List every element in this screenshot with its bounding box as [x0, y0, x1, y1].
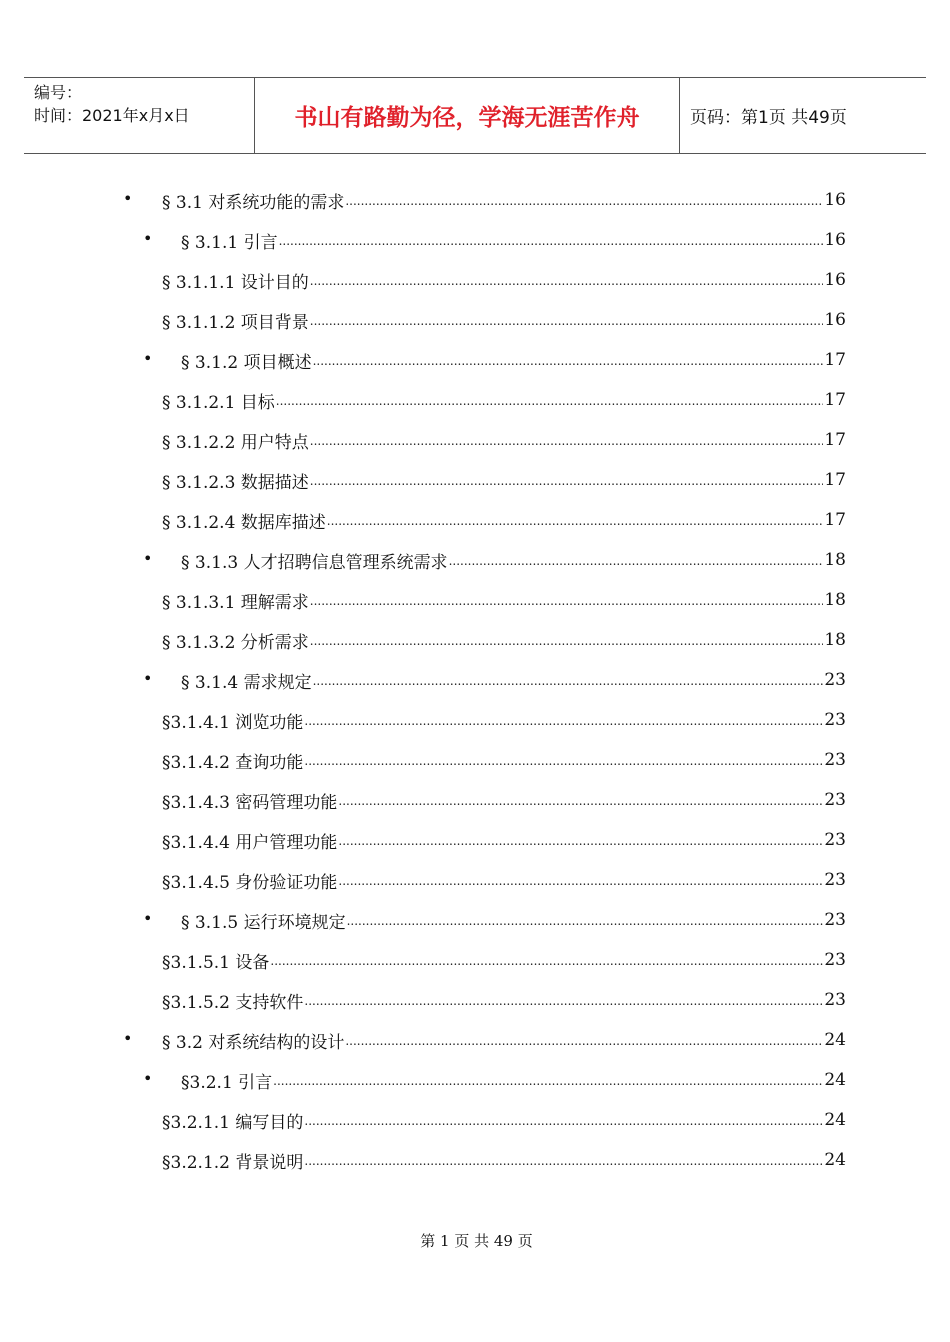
- toc-entry-title: § 3.1.1.1 设计目的: [162, 272, 309, 293]
- toc-entry[interactable]: [162, 300, 846, 340]
- toc-entry-title: § 3.1.3.1 理解需求: [162, 592, 309, 613]
- document-time-label: 时间：2021年x月x日: [34, 106, 190, 125]
- toc-dot-leader: [310, 270, 824, 290]
- toc-dot-leader: [313, 670, 824, 690]
- toc-entry[interactable]: [162, 980, 846, 1020]
- toc-entry[interactable]: [181, 540, 846, 580]
- toc-entry-title: § 3.1.2 项目概述: [181, 352, 312, 373]
- toc-entry-page-number: 23: [824, 950, 846, 970]
- toc-entry[interactable]: [162, 860, 846, 900]
- document-number-label: 编号：: [34, 83, 83, 102]
- toc-entry-title: § 3.1.1.2 项目背景: [162, 312, 309, 333]
- toc-bullet-icon: •: [143, 669, 153, 688]
- toc-dot-leader: [310, 310, 824, 330]
- toc-entry-page-number: 24: [824, 1070, 846, 1090]
- toc-entry-title: §3.1.4.4 用户管理功能: [162, 832, 338, 853]
- toc-bullet-icon: •: [123, 1029, 133, 1048]
- page-footer: [0, 1230, 950, 1251]
- toc-dot-leader: [273, 1070, 823, 1090]
- toc-dot-leader: [338, 870, 823, 890]
- toc-entry-title: §3.1.4.2 查询功能: [162, 752, 304, 773]
- toc-dot-leader: [449, 550, 824, 570]
- toc-entry-page-number: 18: [824, 550, 846, 570]
- toc-entry-page-number: 23: [824, 990, 846, 1010]
- header-page-info: 页码：第1页 共49页: [690, 108, 847, 128]
- toc-entry-title: §3.1.5.1 设备: [162, 952, 270, 973]
- header-left-cell: [24, 78, 254, 153]
- toc-entry-page-number: 23: [824, 790, 846, 810]
- toc-entry-title: §3.2.1 引言: [181, 1072, 273, 1093]
- toc-bullet-icon: •: [123, 189, 133, 208]
- toc-entry-page-number: 16: [824, 270, 846, 290]
- toc-entry-page-number: 23: [824, 910, 846, 930]
- toc-dot-leader: [310, 430, 824, 450]
- toc-entry[interactable]: [162, 780, 846, 820]
- toc-entry-title: § 3.1.5 运行环境规定: [181, 912, 346, 933]
- toc-entry[interactable]: [162, 580, 846, 620]
- toc-dot-leader: [313, 350, 824, 370]
- toc-entry-title: § 3.1.2.1 目标: [162, 392, 275, 413]
- toc-entry[interactable]: [162, 500, 846, 540]
- toc-dot-leader: [304, 1110, 823, 1130]
- toc-entry-page-number: 23: [824, 870, 846, 890]
- toc-dot-leader: [310, 470, 824, 490]
- toc-dot-leader: [304, 1150, 823, 1170]
- toc-entry-title: §3.2.1.1 编写目的: [162, 1112, 304, 1133]
- toc-dot-leader: [310, 630, 824, 650]
- toc-entry-page-number: 24: [824, 1150, 846, 1170]
- toc-bullet-icon: •: [143, 349, 153, 368]
- toc-entry-title: § 3.2 对系统结构的设计: [162, 1032, 345, 1053]
- toc-entry[interactable]: [181, 900, 846, 940]
- footer-page-text: 第 1 页 共 49 页: [420, 1232, 533, 1250]
- toc-entry[interactable]: [162, 620, 846, 660]
- toc-dot-leader: [304, 750, 823, 770]
- toc-bullet-icon: •: [143, 1069, 153, 1088]
- toc-dot-leader: [345, 190, 823, 210]
- toc-entry-page-number: 18: [824, 630, 846, 650]
- toc-dot-leader: [304, 710, 823, 730]
- page-header: [24, 77, 926, 154]
- toc-entry[interactable]: [162, 460, 846, 500]
- toc-entry-title: §3.1.4.5 身份验证功能: [162, 872, 338, 893]
- toc-entry[interactable]: [162, 180, 846, 220]
- toc-entry-page-number: 23: [824, 830, 846, 850]
- toc-entry-title: § 3.1.2.4 数据库描述: [162, 512, 326, 533]
- toc-dot-leader: [304, 990, 823, 1010]
- toc-dot-leader: [338, 790, 823, 810]
- toc-entry[interactable]: [162, 1140, 846, 1180]
- toc-entry-title: §3.1.4.1 浏览功能: [162, 712, 304, 733]
- toc-entry[interactable]: [162, 940, 846, 980]
- toc-entry-page-number: 23: [824, 670, 846, 690]
- toc-entry[interactable]: [162, 740, 846, 780]
- toc-entry[interactable]: [181, 340, 846, 380]
- toc-dot-leader: [327, 510, 824, 530]
- toc-entry[interactable]: [181, 1060, 846, 1100]
- toc-entry[interactable]: [162, 1100, 846, 1140]
- toc-entry-title: § 3.1.4 需求规定: [181, 672, 312, 693]
- toc-entry-title: § 3.1.3.2 分析需求: [162, 632, 309, 653]
- toc-entry[interactable]: [162, 260, 846, 300]
- toc-entry-title: §3.1.5.2 支持软件: [162, 992, 304, 1013]
- toc-entry-page-number: 17: [824, 390, 846, 410]
- toc-entry-page-number: 17: [824, 470, 846, 490]
- header-motto: 书山有路勤为径，学海无涯苦作舟: [254, 78, 680, 153]
- toc-dot-leader: [310, 590, 824, 610]
- toc-entry-title: §3.1.4.3 密码管理功能: [162, 792, 338, 813]
- toc-entry-page-number: 17: [824, 350, 846, 370]
- toc-entry[interactable]: [162, 700, 846, 740]
- toc-entry-page-number: 16: [824, 310, 846, 330]
- toc-dot-leader: [345, 1030, 823, 1050]
- toc-entry-page-number: 23: [824, 710, 846, 730]
- toc-bullet-icon: •: [143, 229, 153, 248]
- toc-entry-page-number: 24: [824, 1110, 846, 1130]
- toc-entry-page-number: 23: [824, 750, 846, 770]
- toc-bullet-icon: •: [143, 549, 153, 568]
- toc-entry-page-number: 17: [824, 430, 846, 450]
- toc-entry-title: §3.2.1.2 背景说明: [162, 1152, 304, 1173]
- toc-entry[interactable]: [181, 660, 846, 700]
- toc-entry-title: § 3.1.2.2 用户特点: [162, 432, 309, 453]
- toc-entry-page-number: 16: [824, 190, 846, 210]
- toc-entry-title: § 3.1.1 引言: [181, 232, 278, 253]
- toc-entry[interactable]: [162, 1020, 846, 1060]
- toc-dot-leader: [347, 910, 824, 930]
- toc-entry-page-number: 18: [824, 590, 846, 610]
- toc-entry-title: § 3.1 对系统功能的需求: [162, 192, 345, 213]
- toc-dot-leader: [338, 830, 823, 850]
- toc-entry[interactable]: [162, 820, 846, 860]
- toc-entry-page-number: 16: [824, 230, 846, 250]
- toc-entry-title: § 3.1.3 人才招聘信息管理系统需求: [181, 552, 448, 573]
- toc-bullet-icon: •: [143, 909, 153, 928]
- toc-entry-page-number: 24: [824, 1030, 846, 1050]
- toc-entry[interactable]: [162, 420, 846, 460]
- toc-dot-leader: [270, 950, 823, 970]
- toc-dot-leader: [279, 230, 824, 250]
- toc-entry[interactable]: [181, 220, 846, 260]
- toc-entry[interactable]: [162, 380, 846, 420]
- toc-dot-leader: [276, 390, 824, 410]
- toc-entry-page-number: 17: [824, 510, 846, 530]
- toc-entry-title: § 3.1.2.3 数据描述: [162, 472, 309, 493]
